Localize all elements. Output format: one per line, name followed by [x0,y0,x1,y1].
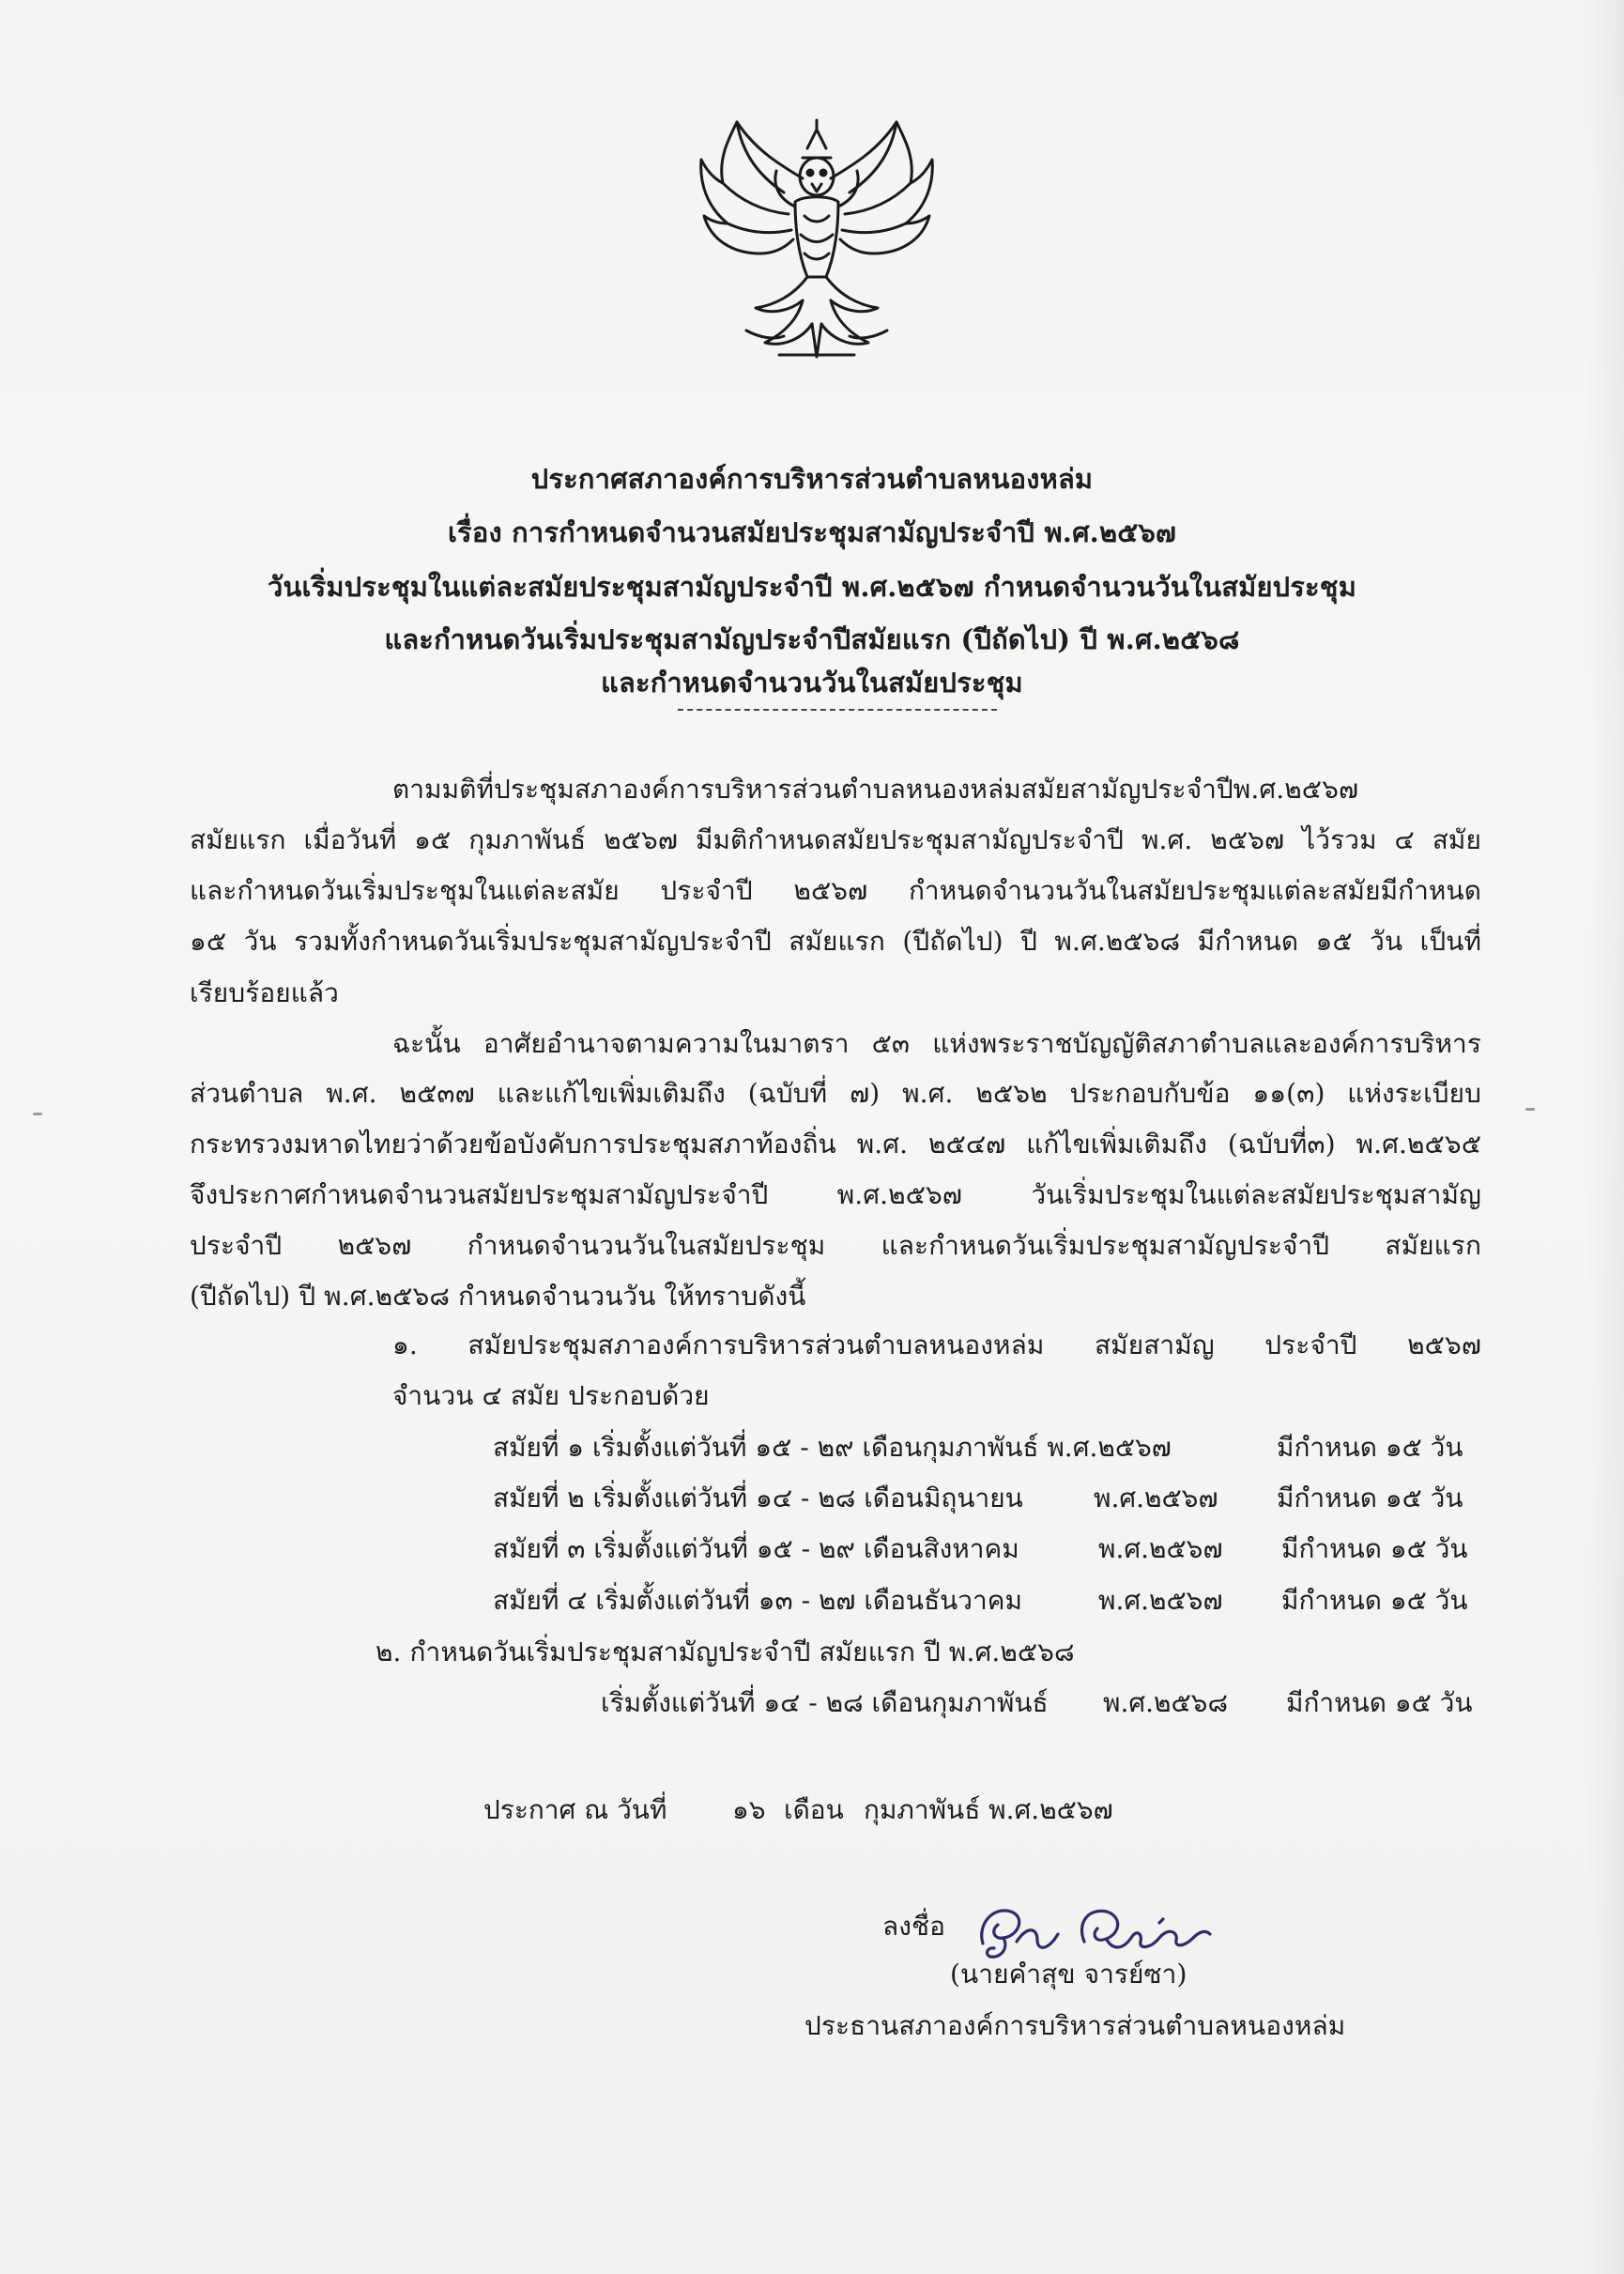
announcement-title: ประกาศสภาองค์การบริหารส่วนตำบลหนองหล่ม [530,463,1094,495]
session-dates: สมัยที่ ๑ เริ่มตั้งแต่วันที่ ๑๕ - ๒๙ เดือนกุมภาพันธ์ พ.ศ.๒๕๖๗ [493,1432,1172,1463]
paragraph-2-line: กระทรวงมหาดไทยว่าด้วยข้อบังคับการประชุมสภาท้องถิ่น พ.ศ. ๒๕๔๗ แก้ไขเพิ่มเติมถึง (ฉบับที่๓) พ.ศ.๒๕๖๕ [190,1129,1481,1160]
session-dates: สมัยที่ ๒ เริ่มตั้งแต่วันที่ ๑๔ - ๒๘ เดือนมิถุนายน [493,1483,1023,1513]
session-dates: เริ่มตั้งแต่วันที่ ๑๔ - ๒๘ เดือนกุมภาพันธ์ [601,1687,1049,1718]
announce-prefix: ประกาศ ณ วันที่ [483,1794,667,1825]
session-duration: มีกำหนด ๑๕ วัน [1286,1687,1473,1718]
scan-mark [1525,1108,1535,1111]
session-year: พ.ศ.๒๕๖๗ [1094,1483,1218,1513]
paragraph-2-line: (ปีถัดไป) ปี พ.ศ.๒๕๖๘ กำหนดจำนวนวัน ให้ทราบดังนี้ [190,1281,806,1312]
subject-line-2: วันเริ่มประชุมในแต่ละสมัยประชุมสามัญประจำปี พ.ศ.๒๕๖๗ กำหนดจำนวนวันในสมัยประชุม [267,571,1357,603]
subject-line-3: และกำหนดวันเริ่มประชุมสามัญประจำปีสมัยแรก (ปีถัดไป) ปี พ.ศ.๒๕๖๘ [384,623,1240,655]
session-year: พ.ศ.๒๕๖๘ [1103,1687,1229,1718]
session-duration: มีกำหนด ๑๕ วัน [1277,1432,1463,1463]
session-duration: มีกำหนด ๑๕ วัน [1281,1533,1468,1564]
subject-line-4: และกำหนดจำนวนวันในสมัยประชุม [601,667,1023,699]
item-1-heading: ๑. สมัยประชุมสภาองค์การบริหารส่วนตำบลหนองหล่ม สมัยสามัญ ประจำปี ๒๕๖๗ [392,1329,1481,1360]
paragraph-1-line: เรียบร้อยแล้ว [190,977,339,1008]
session-duration: มีกำหนด ๑๕ วัน [1277,1483,1463,1513]
session-dates: สมัยที่ ๔ เริ่มตั้งแต่วันที่ ๑๓ - ๒๗ เดือนธันวาคม [493,1585,1022,1616]
announce-month-year: กุมภาพันธ์ พ.ศ.๒๕๖๗ [864,1794,1113,1825]
session-year: พ.ศ.๒๕๖๗ [1098,1585,1223,1616]
paragraph-1-line: ตามมติที่ประชุมสภาองค์การบริหารส่วนตำบลหนองหล่มสมัยสามัญประจำปีพ.ศ.๒๕๖๗ [392,774,1359,805]
paragraph-2-line: ส่วนตำบล พ.ศ. ๒๕๓๗ และแก้ไขเพิ่มเติมถึง (ฉบับที่ ๗) พ.ศ. ๒๕๖๒ ประกอบกับข้อ ๑๑(๓) แห่งระเบียบ [190,1078,1481,1109]
signature-label: ลงชื่อ [882,1911,946,1942]
paragraph-1-line: และกำหนดวันเริ่มประชุมในแต่ละสมัย ประจำปี ๒๕๖๗ กำหนดจำนวนวันในสมัยประชุมแต่ละสมัยมีกำหนด [190,875,1481,906]
paragraph-1-line: ๑๕ วัน รวมทั้งกำหนดวันเริ่มประชุมสามัญประจำปี สมัยแรก (ปีถัดไป) ปี พ.ศ.๒๕๖๘ มีกำหนด ๑๕ วัน เป็นที่ [190,926,1481,957]
announce-month-label: เดือน [784,1794,844,1825]
paragraph-1-line: สมัยแรก เมื่อวันที่ ๑๕ กุมภาพันธ์ ๒๕๖๗ มีมติกำหนดสมัยประชุมสามัญประจำปี พ.ศ. ๒๕๖๗ ไว้รวม ๔ สมัย [190,824,1481,855]
page-shadow-edge [1586,0,1624,2274]
paragraph-2-line: ประจำปี ๒๕๖๗ กำหนดจำนวนวันในสมัยประชุม และกำหนดวันเริ่มประชุมสามัญประจำปี สมัยแรก [190,1230,1481,1261]
session-dates: สมัยที่ ๓ เริ่มตั้งแต่วันที่ ๑๕ - ๒๙ เดือนสิงหาคม [493,1533,1019,1564]
session-year: พ.ศ.๒๕๖๗ [1098,1533,1223,1564]
item-2-heading: ๒. กำหนดวันเริ่มประชุมสามัญประจำปี สมัยแรก ปี พ.ศ.๒๕๖๘ [375,1636,1075,1667]
announce-day: ๑๖ [732,1794,766,1825]
garuda-emblem-icon [690,113,943,371]
heading-divider [678,709,997,711]
scan-mark [33,1113,42,1115]
session-duration: มีกำหนด ๑๕ วัน [1281,1585,1468,1616]
signer-name: (นายคำสุข จารย์ซา) [950,1959,1187,1990]
item-1-subheading: จำนวน ๔ สมัย ประกอบด้วย [392,1380,710,1411]
subject-line: เรื่อง การกำหนดจำนวนสมัยประชุมสามัญประจำปี พ.ศ.๒๕๖๗ [447,516,1177,548]
signer-title: ประธานสภาองค์การบริหารส่วนตำบลหนองหล่ม [804,2010,1346,2041]
paragraph-2-line: จึงประกาศกำหนดจำนวนสมัยประชุมสามัญประจำปี พ.ศ.๒๕๖๗ วันเริ่มประชุมในแต่ละสมัยประชุมสามัญ [190,1179,1481,1210]
paragraph-2-line: ฉะนั้น อาศัยอำนาจตามความในมาตรา ๕๓ แห่งพระราชบัญญัติสภาตำบลและองค์การบริหาร [392,1028,1481,1059]
